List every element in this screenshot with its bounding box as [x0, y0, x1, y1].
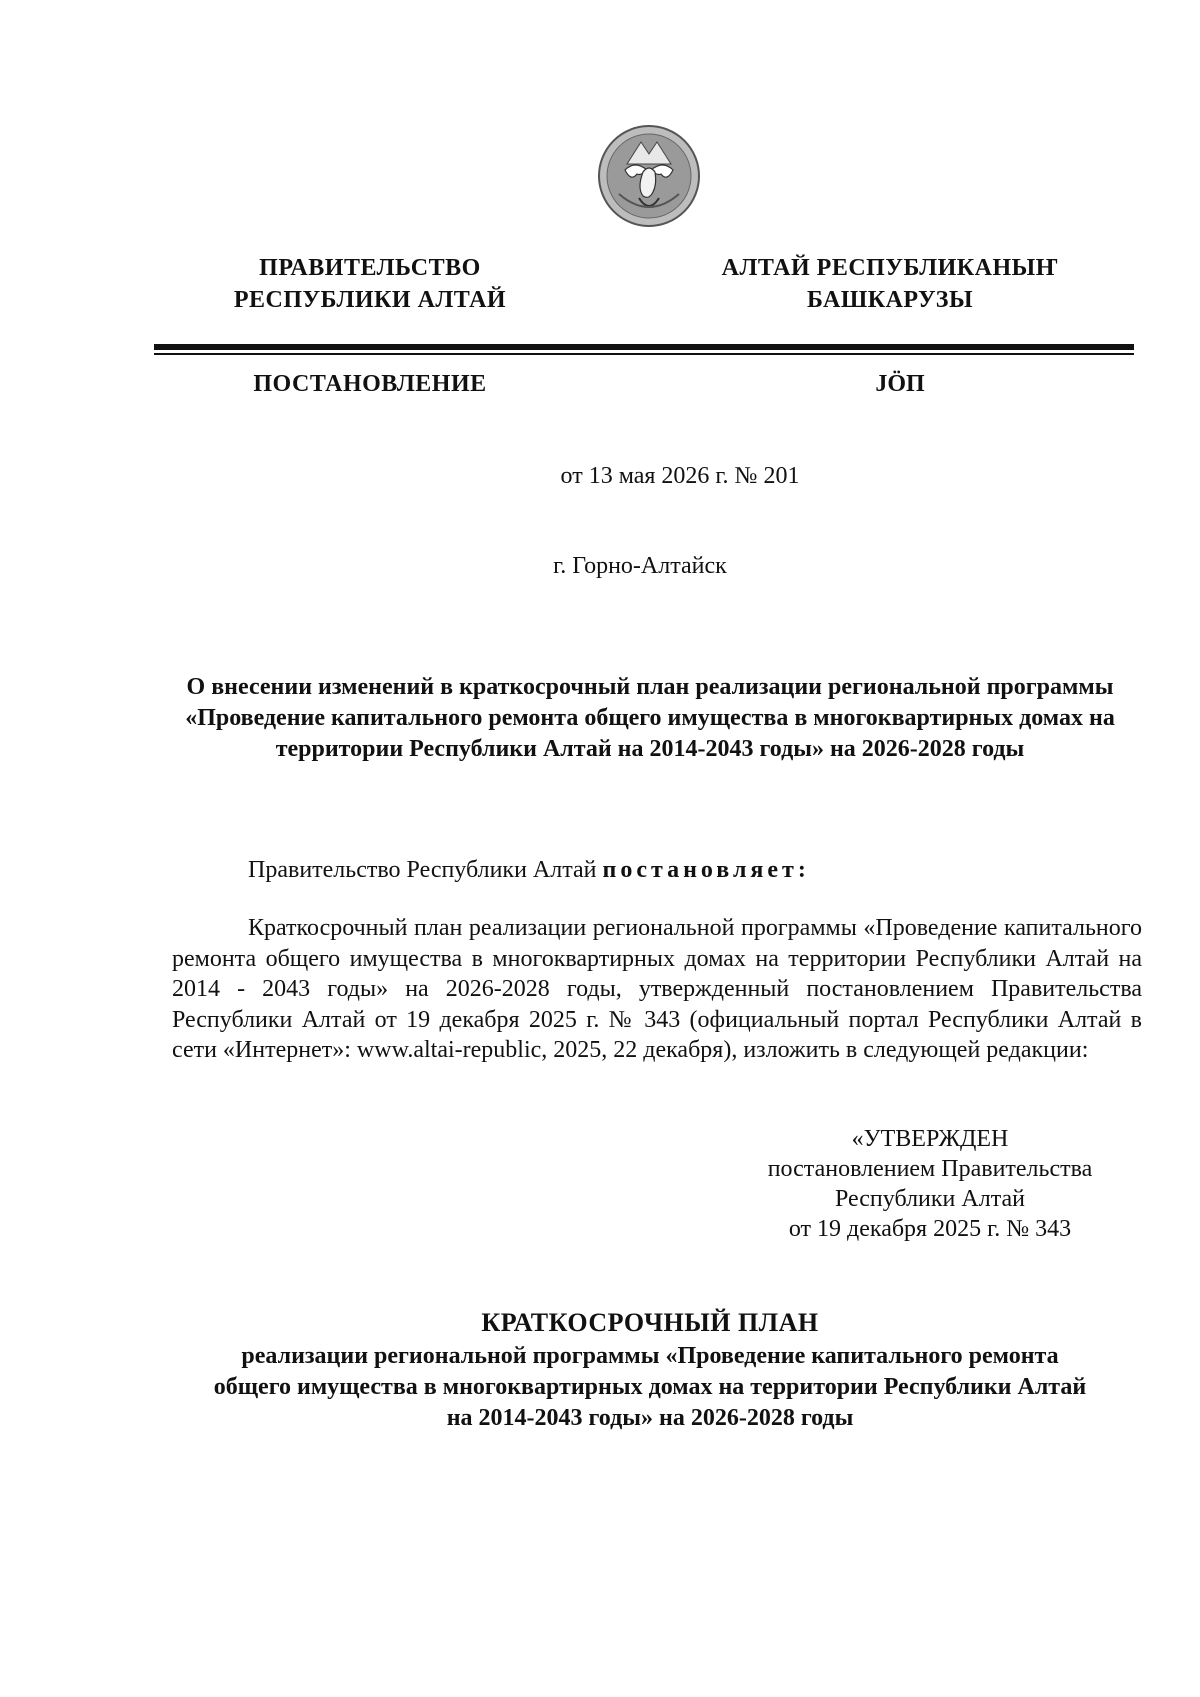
header-divider-thick	[154, 344, 1134, 350]
body-paragraph: Краткосрочный план реализации региональной программы «Проведение капитального ремонта общего имущества в многоквартирных домах на территории Республики Алтай на 2014 - 2043 годы» на 2026-2028 годы, утвержденный постановлением Правительства Республики Алтай от 19 декабря 2025 г. № 343 (официальный портал Республики Алтай в сети «Интернет»: www.altai-republic, 2025, 22 декабря), изложить в следующей редакции:	[172, 915, 1142, 1063]
plan-subtitle-line1: реализации региональной программы «Проведение капитального ремонта	[241, 1343, 1059, 1369]
government-name-russian-line1: ПРАВИТЕЛЬСТВО	[259, 255, 481, 281]
government-name-altai-line1: АЛТАЙ РЕСПУБЛИКАНЫҤ	[721, 255, 1059, 281]
approval-block	[740, 1124, 1120, 1244]
plan-subtitle-line2: общего имущества в многоквартирных домах на территории Республики Алтай	[213, 1374, 1087, 1400]
approval-line3: Республики Алтай	[835, 1186, 1025, 1212]
approval-line2: постановлением Правительства	[767, 1156, 1093, 1182]
government-name-altai-line2: БАШКАРУЗЫ	[806, 287, 974, 313]
document-title: О внесении изменений в краткосрочный план реализации региональной программы «Проведение капитального ремонта общего имущества в многоквартирных домах на территории Республики Алтай на 2014-2043 годы» на 2026-2028 годы	[185, 674, 1115, 762]
approval-line4: от 19 декабря 2025 г. № 343	[788, 1216, 1072, 1242]
government-name-russian-line2: РЕСПУБЛИКИ АЛТАЙ	[233, 287, 507, 313]
doc-type-russian: ПОСТАНОВЛЕНИЕ	[253, 371, 487, 397]
government-name-altai	[700, 252, 1080, 316]
approval-line1: «УТВЕРЖДЕН	[851, 1126, 1009, 1152]
doc-type-altai: JӦП	[875, 371, 925, 397]
coat-of-arms-emblem-icon	[597, 124, 701, 228]
intro-paragraph	[248, 857, 810, 884]
decree-word: постановляет:	[602, 857, 810, 883]
plan-title-block	[170, 1305, 1130, 1434]
intro-text: Правительство Республики Алтай	[248, 857, 597, 883]
header-divider-thin	[154, 353, 1134, 355]
government-name-russian	[190, 252, 550, 316]
plan-heading: КРАТКОСРОЧНЫЙ ПЛАН	[481, 1308, 819, 1337]
document-city: г. Горно-Алтайск	[553, 553, 727, 579]
document-date-number: от 13 мая 2026 г. № 201	[560, 463, 800, 489]
plan-subtitle-line3: на 2014-2043 годы» на 2026-2028 годы	[446, 1405, 854, 1431]
